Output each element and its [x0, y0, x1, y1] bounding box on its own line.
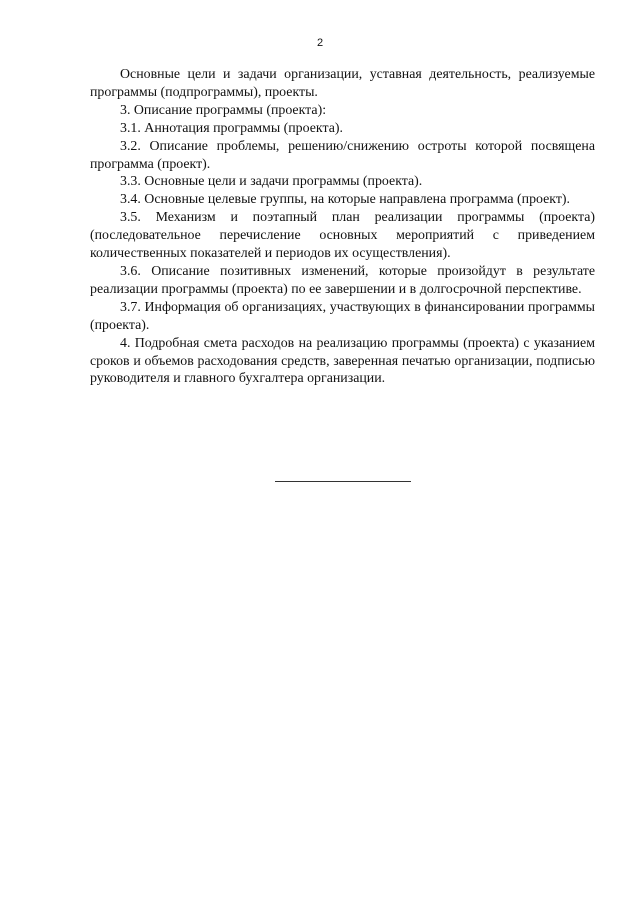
paragraph-annotation: 3.1. Аннотация программы (проекта). — [120, 120, 343, 136]
paragraph-financing-orgs: 3.7. Информация об организациях, участвующих в финансировании программы (проекта). — [90, 299, 595, 333]
paragraph-goals-tasks: 3.3. Основные цели и задачи программы (проекта). — [120, 174, 423, 190]
end-of-document-line — [275, 481, 411, 482]
document-body — [90, 66, 595, 388]
paragraph-positive-changes: 3.6. Описание позитивных изменений, которые произойдут в результате реализации программы (проекта) по ее завершении и в долгосрочной перспективе. — [90, 263, 595, 297]
paragraph-target-groups: 3.4. Основные целевые группы, на которые направлена программа (проект). — [120, 192, 571, 208]
paragraph-mechanism: 3.5. Механизм и поэтапный план реализации программы (проекта) (последовательное перечисление основных мероприятий с приведением количественных показателей и периодов их осуществления). — [90, 210, 595, 262]
paragraph-program-description: 3. Описание программы (проекта): — [120, 102, 327, 118]
paragraph-problem: 3.2. Описание проблемы, решению/снижению остроты которой посвящена программа (проект). — [90, 138, 595, 172]
paragraph-budget: 4. Подробная смета расходов на реализацию программы (проекта) с указанием сроков и объемов расходования средств, заверенная печатью организации, подписью руководителя и главного бухгалтера организации. — [90, 335, 595, 387]
paragraph-goals: Основные цели и задачи организации, уставная деятельность, реализуемые программы (подпрограммы), проекты. — [90, 67, 595, 100]
page-number: 2 — [316, 37, 324, 49]
